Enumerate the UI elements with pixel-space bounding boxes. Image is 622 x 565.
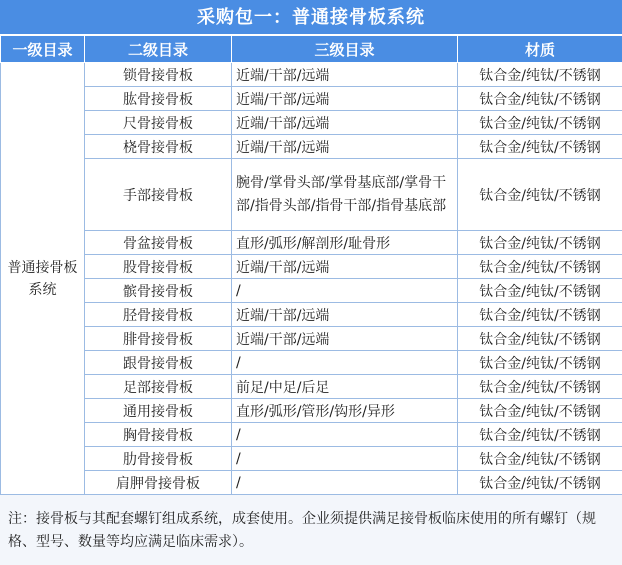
header-level3: 三级目录	[232, 36, 458, 63]
level2-cell: 肱骨接骨板	[85, 87, 232, 111]
table-row	[1, 135, 622, 159]
table-row	[1, 111, 622, 135]
level2-cell: 足部接骨板	[85, 375, 232, 399]
level3-cell: 直形/弧形/管形/钩形/异形	[232, 399, 458, 423]
level2-cell: 尺骨接骨板	[85, 111, 232, 135]
level2-cell: 通用接骨板	[85, 399, 232, 423]
table-row	[1, 423, 622, 447]
table-row	[1, 303, 622, 327]
level2-cell: 肩胛骨接骨板	[85, 471, 232, 495]
material-cell: 钛合金/纯钛/不锈钢	[458, 63, 622, 87]
table-row	[1, 255, 622, 279]
table-header-row	[1, 36, 622, 63]
table-row	[1, 351, 622, 375]
catalog-table	[0, 35, 622, 495]
header-level2: 二级目录	[85, 36, 232, 63]
level2-cell: 胸骨接骨板	[85, 423, 232, 447]
level2-cell: 跟骨接骨板	[85, 351, 232, 375]
table-row	[1, 399, 622, 423]
level2-cell: 桡骨接骨板	[85, 135, 232, 159]
table-row	[1, 87, 622, 111]
material-cell: 钛合金/纯钛/不锈钢	[458, 351, 622, 375]
level3-cell: 近端/干部/远端	[232, 303, 458, 327]
table-row	[1, 327, 622, 351]
table-row	[1, 231, 622, 255]
level2-cell: 股骨接骨板	[85, 255, 232, 279]
material-cell: 钛合金/纯钛/不锈钢	[458, 159, 622, 231]
level3-cell: 近端/干部/远端	[232, 327, 458, 351]
material-cell: 钛合金/纯钛/不锈钢	[458, 279, 622, 303]
material-cell: 钛合金/纯钛/不锈钢	[458, 399, 622, 423]
level3-cell: /	[232, 447, 458, 471]
material-cell: 钛合金/纯钛/不锈钢	[458, 447, 622, 471]
material-cell: 钛合金/纯钛/不锈钢	[458, 423, 622, 447]
level2-cell: 髌骨接骨板	[85, 279, 232, 303]
level2-cell: 腓骨接骨板	[85, 327, 232, 351]
level2-cell: 锁骨接骨板	[85, 63, 232, 87]
level2-cell: 肋骨接骨板	[85, 447, 232, 471]
category-cell: 普通接骨板系统	[1, 63, 85, 495]
material-cell: 钛合金/纯钛/不锈钢	[458, 135, 622, 159]
level3-cell: 腕骨/掌骨头部/掌骨基底部/掌骨干部/指骨头部/指骨干部/指骨基底部	[232, 159, 458, 231]
level2-cell: 骨盆接骨板	[85, 231, 232, 255]
level3-cell: 前足/中足/后足	[232, 375, 458, 399]
table-row	[1, 159, 622, 231]
header-material: 材质	[458, 36, 622, 63]
level3-cell: /	[232, 423, 458, 447]
footnote: 注：接骨板与其配套螺钉组成系统，成套使用。企业须提供满足接骨板临床使用的所有螺钉（规格、型号、数量等均应满足临床需求）。	[0, 494, 622, 565]
level3-cell: 近端/干部/远端	[232, 111, 458, 135]
material-cell: 钛合金/纯钛/不锈钢	[458, 111, 622, 135]
material-cell: 钛合金/纯钛/不锈钢	[458, 327, 622, 351]
material-cell: 钛合金/纯钛/不锈钢	[458, 87, 622, 111]
table-row	[1, 447, 622, 471]
material-cell: 钛合金/纯钛/不锈钢	[458, 471, 622, 495]
level3-cell: 近端/干部/远端	[232, 87, 458, 111]
table-row	[1, 63, 622, 87]
level3-cell: /	[232, 279, 458, 303]
page-title: 采购包一：普通接骨板系统	[0, 0, 622, 35]
material-cell: 钛合金/纯钛/不锈钢	[458, 303, 622, 327]
level3-cell: 近端/干部/远端	[232, 255, 458, 279]
material-cell: 钛合金/纯钛/不锈钢	[458, 231, 622, 255]
level3-cell: 近端/干部/远端	[232, 63, 458, 87]
material-cell: 钛合金/纯钛/不锈钢	[458, 375, 622, 399]
table-row	[1, 279, 622, 303]
table-row	[1, 471, 622, 495]
level2-cell: 手部接骨板	[85, 159, 232, 231]
table-row	[1, 375, 622, 399]
level2-cell: 胫骨接骨板	[85, 303, 232, 327]
level3-cell: 近端/干部/远端	[232, 135, 458, 159]
level3-cell: 直形/弧形/解剖形/耻骨形	[232, 231, 458, 255]
level3-cell: /	[232, 351, 458, 375]
level3-cell: /	[232, 471, 458, 495]
header-level1: 一级目录	[1, 36, 85, 63]
material-cell: 钛合金/纯钛/不锈钢	[458, 255, 622, 279]
